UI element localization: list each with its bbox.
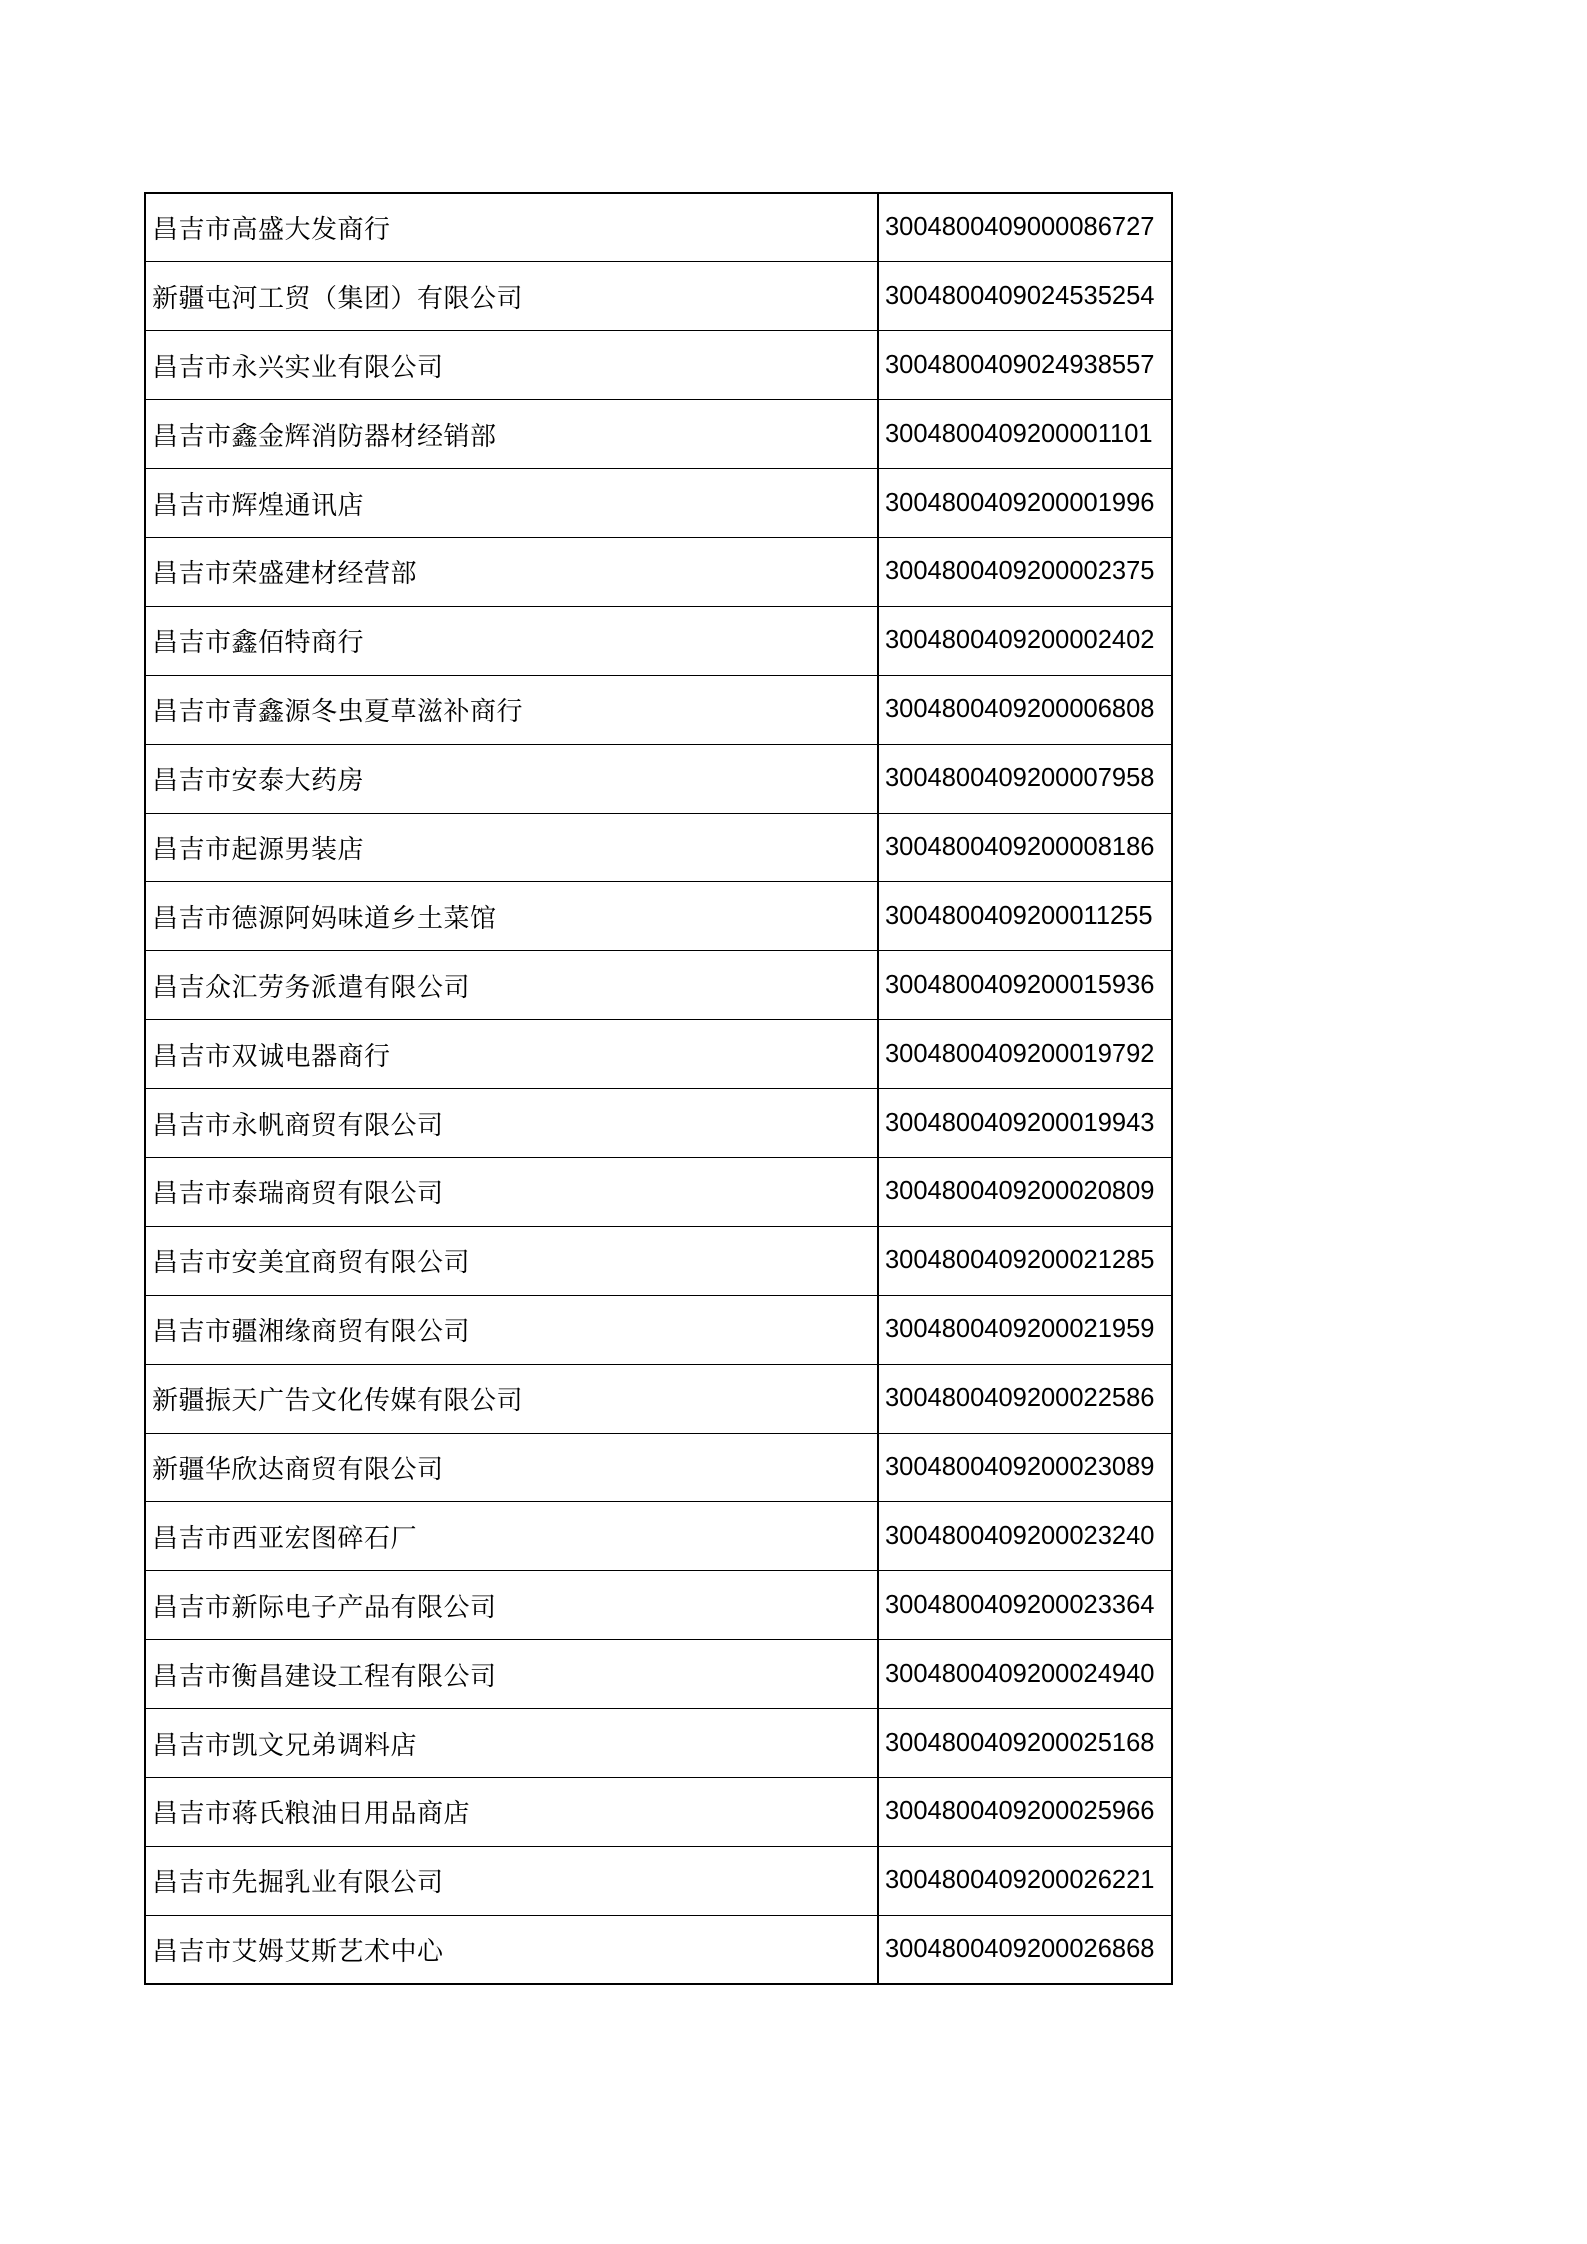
table-row	[145, 1502, 1172, 1571]
company-name-cell: 昌吉市青鑫源冬虫夏草滋补商行	[145, 675, 878, 744]
company-name-cell: 昌吉市荣盛建材经营部	[145, 537, 878, 606]
table-row	[145, 1433, 1172, 1502]
registration-code-cell: 3004800409200001996	[878, 469, 1172, 538]
registration-code-cell: 3004800409200025168	[878, 1709, 1172, 1778]
registration-code-cell: 3004800409024938557	[878, 331, 1172, 400]
table-row	[145, 1709, 1172, 1778]
registration-code-cell: 3004800409200021285	[878, 1226, 1172, 1295]
company-name-cell: 昌吉市蒋氏粮油日用品商店	[145, 1777, 878, 1846]
company-name-cell: 昌吉市西亚宏图碎石厂	[145, 1502, 878, 1571]
company-name-cell: 昌吉市泰瑞商贸有限公司	[145, 1157, 878, 1226]
registration-code-cell: 3004800409024535254	[878, 262, 1172, 331]
registration-code-cell: 3004800409200021959	[878, 1295, 1172, 1364]
registration-code-cell: 3004800409200023364	[878, 1571, 1172, 1640]
table-row	[145, 1915, 1172, 1984]
registration-code-cell: 3004800409200002375	[878, 537, 1172, 606]
company-name-cell: 昌吉市先掘乳业有限公司	[145, 1846, 878, 1915]
table-row	[145, 1846, 1172, 1915]
company-name-cell: 昌吉市永兴实业有限公司	[145, 331, 878, 400]
company-name-cell: 昌吉市衡昌建设工程有限公司	[145, 1640, 878, 1709]
company-name-cell: 昌吉市鑫金辉消防器材经销部	[145, 400, 878, 469]
company-name-cell: 昌吉市疆湘缘商贸有限公司	[145, 1295, 878, 1364]
company-name-cell: 昌吉市辉煌通讯店	[145, 469, 878, 538]
registration-code-cell: 300480040900008672​7	[878, 193, 1172, 262]
company-name-cell: 昌吉市艾姆艾斯艺术中心	[145, 1915, 878, 1984]
table-row	[145, 1157, 1172, 1226]
registration-code-cell: 3004800409200001101	[878, 400, 1172, 469]
registration-code-cell: 3004800409200023240	[878, 1502, 1172, 1571]
table-row	[145, 469, 1172, 538]
company-name-cell: 昌吉市起源男装店	[145, 813, 878, 882]
registration-code-cell: 3004800409200007958	[878, 744, 1172, 813]
registration-code-cell: 3004800409200023089	[878, 1433, 1172, 1502]
table-row	[145, 537, 1172, 606]
table-row	[145, 193, 1172, 262]
registration-code-cell: 3004800409200026868	[878, 1915, 1172, 1984]
registration-code-cell: 3004800409200024940	[878, 1640, 1172, 1709]
registration-code-cell: 3004800409200002402	[878, 606, 1172, 675]
company-name-cell: 昌吉市凯文兄弟调料店	[145, 1709, 878, 1778]
registration-code-cell: 3004800409200015936	[878, 951, 1172, 1020]
registration-code-cell: 3004800409200022586	[878, 1364, 1172, 1433]
registration-code-cell: 3004800409200026221	[878, 1846, 1172, 1915]
company-name-cell: 昌吉市新际电子产品有限公司	[145, 1571, 878, 1640]
table-row	[145, 262, 1172, 331]
table-body	[145, 193, 1172, 1984]
table-row	[145, 675, 1172, 744]
table-row	[145, 1295, 1172, 1364]
registration-code-cell: 3004800409200020809	[878, 1157, 1172, 1226]
table-row	[145, 744, 1172, 813]
table-row	[145, 606, 1172, 675]
table-row	[145, 951, 1172, 1020]
registration-code-cell: 3004800409200006808	[878, 675, 1172, 744]
company-name-cell: 新疆屯河工贸（集团）有限公司	[145, 262, 878, 331]
company-name-cell: 昌吉市德源阿妈味道乡土菜馆	[145, 882, 878, 951]
company-name-cell: 昌吉市双诚电器商行	[145, 1020, 878, 1089]
table-row	[145, 400, 1172, 469]
company-name-cell: 昌吉市高盛大发商行	[145, 193, 878, 262]
company-name-cell: 昌吉市鑫佰特商行	[145, 606, 878, 675]
table-row	[145, 331, 1172, 400]
table-row	[145, 1020, 1172, 1089]
company-name-cell: 昌吉市永帆商贸有限公司	[145, 1089, 878, 1158]
table-row	[145, 1226, 1172, 1295]
table-row	[145, 1089, 1172, 1158]
registration-code-cell: 3004800409200019792	[878, 1020, 1172, 1089]
registration-code-cell: 3004800409200008186	[878, 813, 1172, 882]
company-name-cell: 新疆华欣达商贸有限公司	[145, 1433, 878, 1502]
table-row	[145, 1777, 1172, 1846]
table-row	[145, 882, 1172, 951]
table-row	[145, 1640, 1172, 1709]
company-name-cell: 昌吉市安美宜商贸有限公司	[145, 1226, 878, 1295]
table-row	[145, 1571, 1172, 1640]
table-row	[145, 813, 1172, 882]
registration-code-cell: 3004800409200025966	[878, 1777, 1172, 1846]
company-name-cell: 新疆振天广告文化传媒有限公司	[145, 1364, 878, 1433]
company-name-cell: 昌吉众汇劳务派遣有限公司	[145, 951, 878, 1020]
company-name-cell: 昌吉市安泰大药房	[145, 744, 878, 813]
registration-code-cell: 3004800409200011255	[878, 882, 1172, 951]
registration-code-cell: 3004800409200019943	[878, 1089, 1172, 1158]
table-row	[145, 1364, 1172, 1433]
registration-table	[144, 192, 1173, 1985]
